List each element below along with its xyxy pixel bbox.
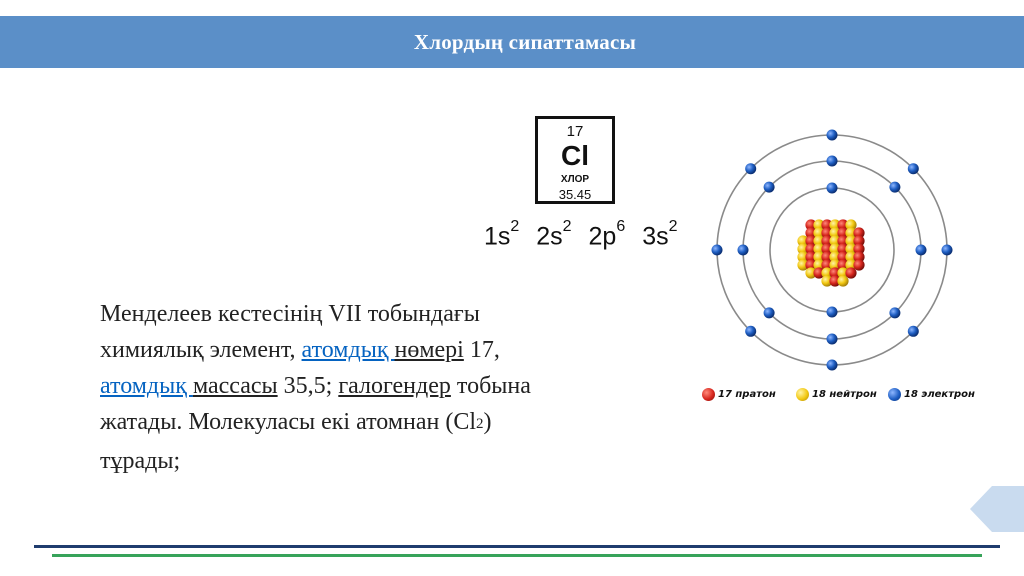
- electron-configuration: [484, 218, 688, 266]
- config-term: [642, 218, 678, 251]
- electron: [942, 245, 953, 256]
- atomic-mass-link[interactable]: атомдық: [100, 373, 193, 399]
- footer-rule-dark: [34, 545, 1000, 548]
- title-bar: [0, 16, 1024, 68]
- text-line-2: [100, 332, 660, 368]
- text-segment: 35,5;: [277, 373, 339, 399]
- electron: [745, 163, 756, 174]
- electron: [738, 245, 749, 256]
- electron: [827, 360, 838, 371]
- slide-title: Хлордың сипаттамасы: [413, 29, 637, 54]
- orbital: 3s: [642, 222, 669, 251]
- text-segment: жатады. Молекуласы екі атомнан (Cl: [100, 409, 477, 435]
- electron: [908, 163, 919, 174]
- atomic-mass: 35.45: [558, 187, 592, 202]
- legend-electron-label: 18 электрон: [904, 389, 975, 400]
- electron-dot-icon: [888, 388, 901, 401]
- atomic-mass-word: массасы: [192, 373, 278, 399]
- text-segment: ): [483, 409, 492, 435]
- legend-proton: [702, 388, 776, 401]
- electron: [889, 307, 900, 318]
- electron: [764, 307, 775, 318]
- exponent: 6: [616, 218, 626, 235]
- electron: [764, 182, 775, 193]
- text-line-4: [100, 404, 660, 443]
- footer-rule-green: [52, 554, 982, 557]
- nucleus: [797, 219, 864, 286]
- text-line-5: тұрады;: [100, 448, 181, 474]
- orbital: 2s: [536, 222, 563, 251]
- orbital: 1s: [484, 222, 511, 251]
- neutron-dot-icon: [796, 388, 809, 401]
- legend-proton-label: 17 пратон: [718, 389, 776, 400]
- atomic-number: 17: [566, 123, 584, 140]
- electron: [827, 183, 838, 194]
- exponent: 2: [510, 218, 520, 235]
- neutron: [837, 275, 848, 286]
- previous-slide-arrow-icon[interactable]: [970, 486, 1024, 532]
- electron: [827, 130, 838, 141]
- electron: [827, 307, 838, 318]
- atom-legend: [702, 388, 992, 408]
- electron: [827, 156, 838, 167]
- electron: [712, 245, 723, 256]
- legend-neutron: [796, 388, 877, 401]
- atomic-number-link[interactable]: атомдық: [301, 337, 395, 363]
- config-term: [536, 218, 572, 251]
- electron: [827, 334, 838, 345]
- halogens-word: галогендер: [338, 373, 451, 399]
- exponent: 2: [562, 218, 572, 235]
- text-segment: химиялық элемент,: [100, 337, 302, 363]
- text-segment: 17,: [463, 337, 500, 363]
- orbital: 2p: [588, 222, 617, 251]
- text-line-3: [100, 368, 660, 404]
- proton: [845, 267, 856, 278]
- text-line-1: Менделеев кестесінің VII тобындағы: [100, 301, 480, 327]
- electron: [908, 326, 919, 337]
- legend-electron: [888, 388, 975, 401]
- electron: [889, 182, 900, 193]
- config-term: [588, 218, 626, 251]
- proton-dot-icon: [702, 388, 715, 401]
- exponent: 2: [668, 218, 678, 235]
- electron: [916, 245, 927, 256]
- element-name: ХЛОР: [560, 174, 590, 185]
- element-tile: [535, 116, 615, 204]
- atomic-number-word: нөмері: [394, 337, 464, 363]
- description-text: [100, 296, 660, 479]
- config-term: [484, 218, 520, 251]
- element-symbol: Cl: [561, 140, 589, 171]
- electron: [745, 326, 756, 337]
- atom-diagram: [700, 120, 970, 390]
- subscript: 2: [476, 416, 484, 432]
- legend-neutron-label: 18 нейтрон: [812, 389, 877, 400]
- proton: [853, 259, 864, 270]
- text-segment: тобына: [450, 373, 531, 399]
